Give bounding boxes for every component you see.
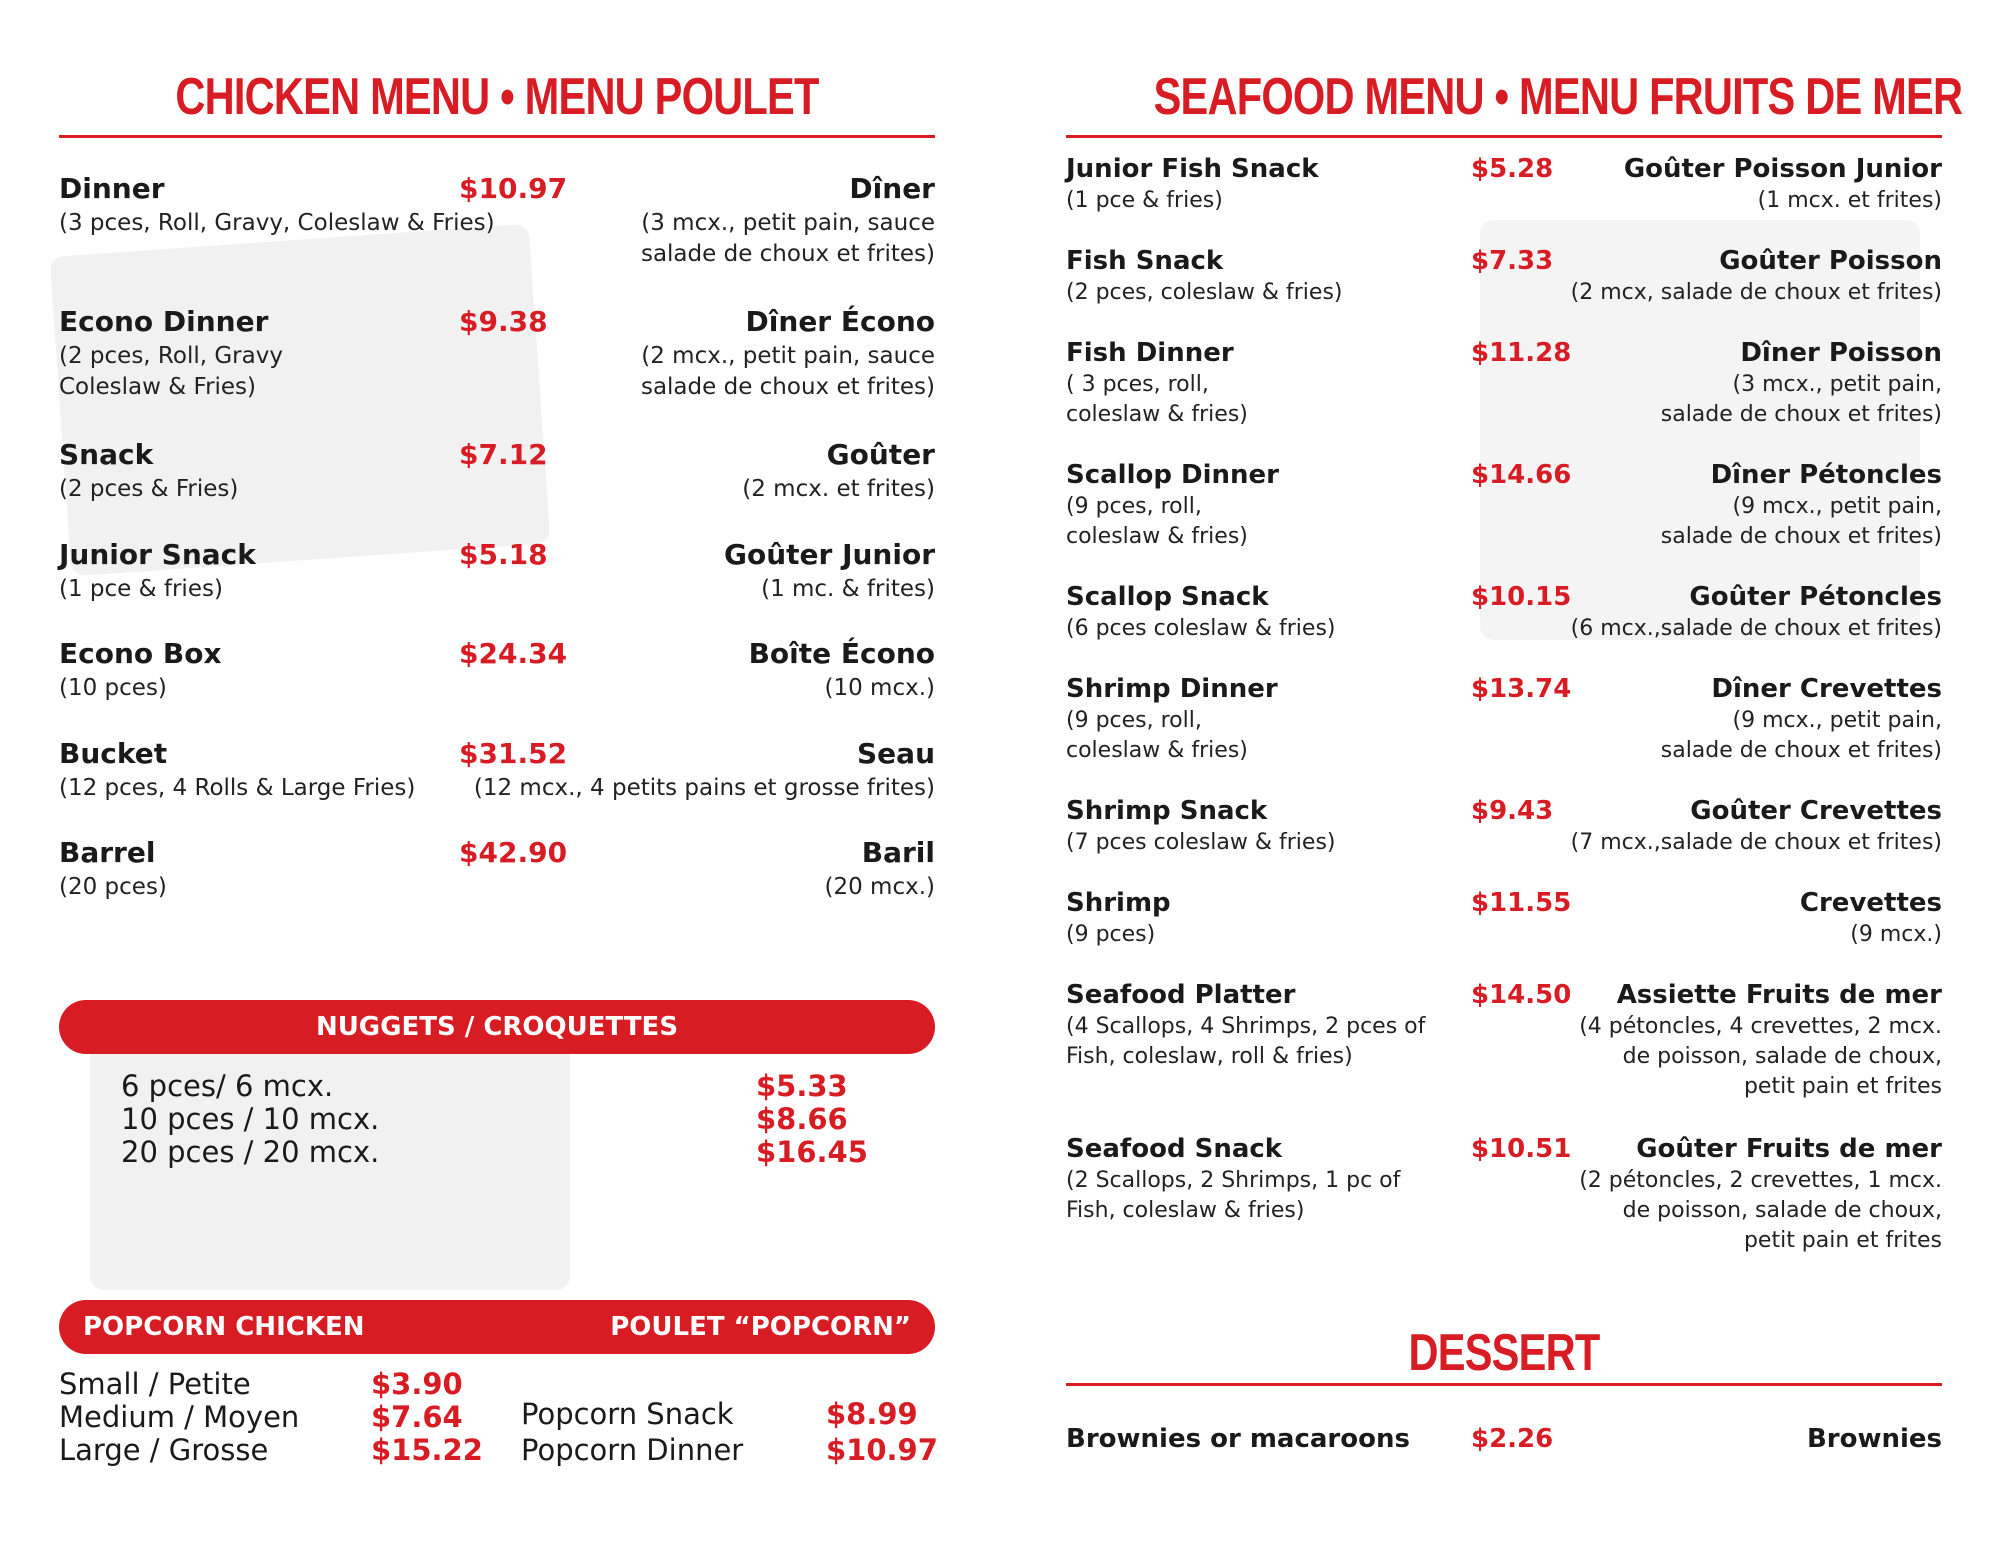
chicken-item-price: $31.52	[459, 737, 568, 770]
seafood-item-desc-en: (9 pces, roll, coleslaw & fries)	[1066, 494, 1248, 549]
seafood-item-name-fr: Goûter Poisson	[1719, 246, 1942, 276]
nuggets-row	[121, 1069, 848, 1103]
popcorn-size-label: Small / Petite	[59, 1367, 251, 1401]
dessert-item-name-fr: Brownies	[1806, 1424, 1942, 1454]
popcorn-meal-label: Popcorn Dinner	[521, 1433, 744, 1467]
chicken-item-name-en: Econo Dinner	[59, 305, 269, 338]
popcorn-meal-label: Popcorn Snack	[521, 1397, 734, 1431]
chicken-item-name-en: Econo Box	[59, 637, 222, 670]
popcorn-size-price: $15.22	[371, 1433, 483, 1467]
chicken-item-desc-en: (12 pces, 4 Rolls & Large Fries)	[59, 775, 416, 801]
popcorn-size-label: Medium / Moyen	[59, 1400, 300, 1434]
seafood-item-desc-en: (7 pces coleslaw & fries)	[1066, 830, 1336, 855]
nuggets-header	[59, 1000, 935, 1054]
chicken-item-price: $10.97	[459, 172, 568, 205]
nuggets-label: 10 pces / 10 mcx.	[121, 1102, 380, 1136]
seafood-item-price: $10.51	[1471, 1134, 1572, 1164]
nuggets-title: NUGGETS / CROQUETTES	[315, 1012, 679, 1042]
seafood-item-name-fr: Crevettes	[1799, 888, 1942, 918]
seafood-title-divider	[1066, 135, 1942, 138]
chicken-item-desc-en: (3 pces, Roll, Gravy, Coleslaw & Fries)	[59, 210, 495, 236]
seafood-item-name-en: Shrimp	[1066, 888, 1171, 918]
seafood-item-price: $11.28	[1471, 338, 1572, 368]
seafood-item-desc-fr: (3 mcx., petit pain, salade de choux et frites)	[1660, 372, 1942, 427]
nuggets-price: $5.33	[756, 1069, 848, 1103]
nuggets-label: 6 pces/ 6 mcx.	[121, 1069, 334, 1103]
chicken-item-price: $9.38	[459, 305, 548, 338]
chicken-item-name-en: Barrel	[59, 836, 156, 869]
nuggets-price: $16.45	[756, 1135, 868, 1169]
popcorn-size-price: $3.90	[371, 1367, 463, 1401]
chicken-item-price: $42.90	[459, 836, 568, 869]
chicken-item-name-fr: Boîte Écono	[748, 637, 935, 670]
seafood-item-name-en: Shrimp Dinner	[1066, 674, 1278, 704]
chicken-item-desc-fr: (20 mcx.)	[824, 874, 935, 900]
seafood-menu-title: SEAFOOD MENU • MENU FRUITS DE MER	[1153, 68, 1963, 126]
chicken-item-price: $5.18	[459, 538, 548, 571]
chicken-item-name-fr: Baril	[861, 836, 935, 869]
popcorn-size-row	[59, 1400, 463, 1434]
chicken-item-price: $7.12	[459, 438, 548, 471]
chicken-item-price: $24.34	[459, 637, 568, 670]
chicken-title-divider	[59, 135, 935, 138]
popcorn-meal-price: $10.97	[826, 1433, 938, 1467]
seafood-item-name-fr: Dîner Pétoncles	[1710, 460, 1942, 490]
seafood-item-desc-fr: (1 mcx. et frites)	[1757, 188, 1942, 213]
popcorn-meal-row	[521, 1397, 918, 1431]
nuggets-row	[121, 1102, 848, 1136]
seafood-item-price: $13.74	[1471, 674, 1572, 704]
popcorn-size-row	[59, 1433, 483, 1467]
nuggets-row	[121, 1135, 868, 1169]
seafood-item-desc-fr: (2 pétoncles, 2 crevettes, 1 mcx. de poisson, salade de choux, petit pain et frites	[1579, 1168, 1942, 1253]
seafood-item-desc-en: (6 pces coleslaw & fries)	[1066, 616, 1336, 641]
popcorn-size-label: Large / Grosse	[59, 1433, 269, 1467]
nuggets-label: 20 pces / 20 mcx.	[121, 1135, 380, 1169]
chicken-item-desc-fr: (1 mc. & frites)	[761, 576, 935, 602]
chicken-item-name-fr: Dîner Écono	[745, 305, 935, 338]
seafood-item-name-en: Seafood Platter	[1066, 980, 1296, 1010]
seafood-item-name-en: Scallop Snack	[1066, 582, 1269, 612]
popcorn-meal-row	[521, 1433, 938, 1467]
chicken-item-name-fr: Goûter Junior	[723, 538, 935, 571]
chicken-item-desc-fr: (12 mcx., 4 petits pains et grosse frites)	[473, 775, 935, 801]
chicken-item-name-fr: Goûter	[826, 438, 935, 471]
dessert-title-divider	[1066, 1383, 1942, 1386]
seafood-item-name-fr: Goûter Fruits de mer	[1636, 1134, 1942, 1164]
seafood-item-price: $7.33	[1471, 246, 1554, 276]
chicken-item-desc-fr: (2 mcx., petit pain, sauce salade de choux et frites)	[640, 343, 935, 400]
chicken-item-name-en: Snack	[59, 438, 154, 471]
seafood-item-desc-en: (2 pces, coleslaw & fries)	[1066, 280, 1343, 305]
popcorn-header	[59, 1300, 935, 1354]
seafood-item-name-fr: Goûter Pétoncles	[1689, 582, 1942, 612]
chicken-item-desc-fr: (2 mcx. et frites)	[742, 476, 935, 502]
popcorn-size-price: $7.64	[371, 1400, 463, 1434]
chicken-item-desc-en: (1 pce & fries)	[59, 576, 223, 602]
seafood-item-price: $14.50	[1471, 980, 1572, 1010]
chicken-item-name-en: Dinner	[59, 172, 165, 205]
chicken-item-desc-en: (20 pces)	[59, 874, 167, 900]
seafood-item-name-en: Junior Fish Snack	[1066, 154, 1319, 184]
popcorn-title-en: POPCORN CHICKEN	[83, 1312, 365, 1342]
seafood-item-name-fr: Goûter Crevettes	[1690, 796, 1942, 826]
chicken-item-name-en: Bucket	[59, 737, 168, 770]
seafood-item-desc-en: ( 3 pces, roll, coleslaw & fries)	[1066, 372, 1248, 427]
chicken-menu-title: CHICKEN MENU • MENU POULET	[175, 68, 819, 126]
seafood-item-desc-fr: (7 mcx.,salade de choux et frites)	[1570, 830, 1942, 855]
chicken-item-desc-en: (10 pces)	[59, 675, 167, 701]
seafood-item-desc-fr: (6 mcx.,salade de choux et frites)	[1570, 616, 1942, 641]
seafood-item-name-en: Fish Dinner	[1066, 338, 1234, 368]
dessert-title: DESSERT	[1408, 1324, 1600, 1382]
chicken-item-desc-fr: (10 mcx.)	[824, 675, 935, 701]
seafood-item-name-en: Fish Snack	[1066, 246, 1224, 276]
popcorn-size-row	[59, 1367, 463, 1401]
popcorn-title-fr: POULET “POPCORN”	[610, 1312, 911, 1342]
chicken-item-name-fr: Dîner	[849, 172, 935, 205]
seafood-item-name-fr: Dîner Poisson	[1740, 338, 1942, 368]
popcorn-meal-price: $8.99	[826, 1397, 918, 1431]
seafood-item-name-en: Seafood Snack	[1066, 1134, 1283, 1164]
seafood-item-desc-fr: (2 mcx, salade de choux et frites)	[1570, 280, 1942, 305]
seafood-item-name-fr: Dîner Crevettes	[1711, 674, 1942, 704]
seafood-item-desc-en: (9 pces)	[1066, 922, 1156, 947]
seafood-item-price: $5.28	[1471, 154, 1554, 184]
seafood-item-desc-fr: (9 mcx., petit pain, salade de choux et frites)	[1660, 708, 1942, 763]
dessert-item-price: $2.26	[1471, 1424, 1554, 1454]
chicken-item-desc-en: (2 pces, Roll, Gravy Coleslaw & Fries)	[59, 343, 283, 400]
chicken-item-desc-en: (2 pces & Fries)	[59, 476, 239, 502]
seafood-item-price: $14.66	[1471, 460, 1572, 490]
nuggets-price: $8.66	[756, 1102, 848, 1136]
seafood-item-desc-fr: (9 mcx., petit pain, salade de choux et frites)	[1660, 494, 1942, 549]
seafood-item-name-fr: Goûter Poisson Junior	[1623, 154, 1942, 184]
seafood-item-price: $11.55	[1471, 888, 1572, 918]
seafood-item-price: $10.15	[1471, 582, 1572, 612]
dessert-item-name-en: Brownies or macaroons	[1066, 1424, 1410, 1454]
seafood-item-desc-en: (2 Scallops, 2 Shrimps, 1 pc of Fish, coleslaw & fries)	[1066, 1168, 1401, 1223]
seafood-item-desc-fr: (4 pétoncles, 4 crevettes, 2 mcx. de poisson, salade de choux, petit pain et frites	[1579, 1014, 1942, 1099]
chicken-item-name-en: Junior Snack	[59, 538, 256, 571]
seafood-item-desc-en: (9 pces, roll, coleslaw & fries)	[1066, 708, 1248, 763]
seafood-item-name-en: Shrimp Snack	[1066, 796, 1268, 826]
seafood-item-name-en: Scallop Dinner	[1066, 460, 1280, 490]
chicken-item-name-fr: Seau	[857, 737, 935, 770]
seafood-item-desc-en: (1 pce & fries)	[1066, 188, 1223, 213]
seafood-item-name-fr: Assiette Fruits de mer	[1616, 980, 1942, 1010]
seafood-item-desc-en: (4 Scallops, 4 Shrimps, 2 pces of Fish, coleslaw, roll & fries)	[1066, 1014, 1426, 1069]
chicken-item-desc-fr: (3 mcx., petit pain, sauce salade de choux et frites)	[640, 210, 935, 267]
seafood-item-price: $9.43	[1471, 796, 1554, 826]
seafood-item-desc-fr: (9 mcx.)	[1850, 922, 1942, 947]
